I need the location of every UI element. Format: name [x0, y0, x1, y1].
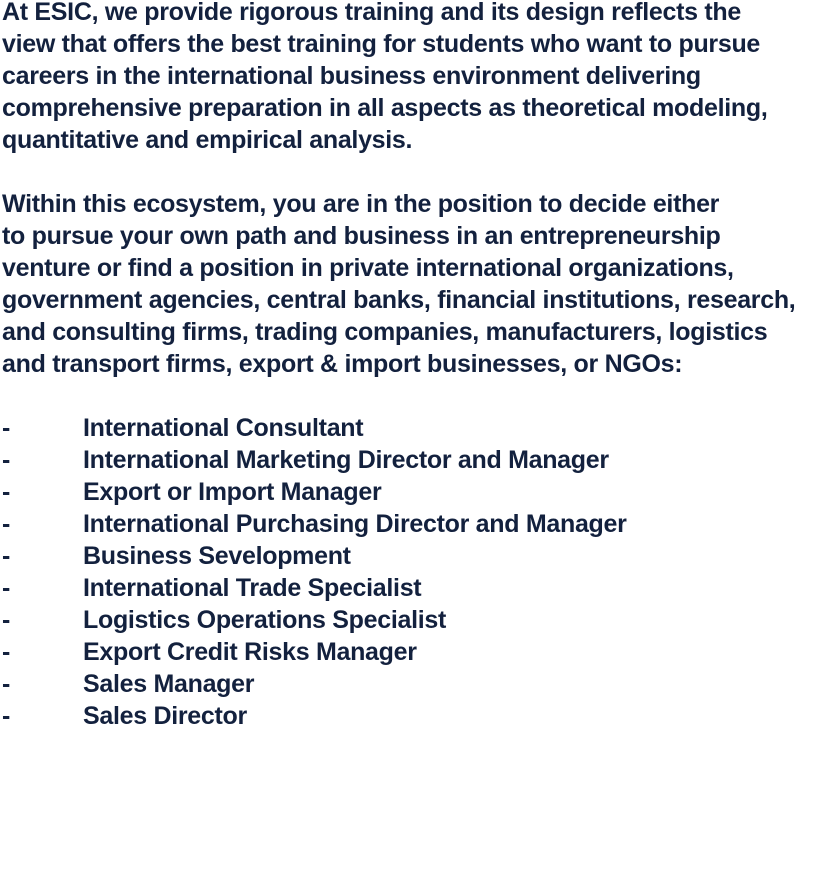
list-item-label: Logistics Operations Specialist	[83, 606, 447, 634]
list-item-label: Business Sevelopment	[83, 542, 351, 570]
list-bullet: -	[2, 670, 11, 698]
list-bullet: -	[2, 510, 11, 538]
list-item	[2, 636, 814, 668]
list-bullet: -	[2, 606, 11, 634]
paragraph-line: At ESIC, we provide rigorous training and its design reflects the	[2, 0, 741, 26]
paragraph-line: venture or find a position in private international organizations,	[2, 254, 734, 282]
list-item-label: International Purchasing Director and Manager	[83, 510, 627, 538]
list-item-label: Sales Director	[83, 702, 247, 730]
paragraph-line: to pursue your own path and business in an entrepreneurship	[2, 222, 721, 250]
list-bullet: -	[2, 638, 11, 666]
list-item	[2, 508, 814, 540]
list-bullet: -	[2, 702, 11, 730]
list-bullet: -	[2, 414, 11, 442]
list-item-label: International Trade Specialist	[83, 574, 422, 602]
list-item	[2, 668, 814, 700]
list-bullet: -	[2, 478, 11, 506]
paragraph-line: view that offers the best training for students who want to pursue	[2, 30, 761, 58]
list-item	[2, 604, 814, 636]
paragraph-line: quantitative and empirical analysis.	[2, 126, 413, 154]
paragraph-line: careers in the international business environment delivering	[2, 62, 701, 90]
ecosystem-paragraph	[2, 188, 814, 380]
paragraph-line: comprehensive preparation in all aspects as theoretical modeling,	[2, 94, 768, 122]
list-item	[2, 476, 814, 508]
list-item-label: International Consultant	[83, 414, 364, 442]
list-item-label: Export or Import Manager	[83, 478, 382, 506]
list-item-label: International Marketing Director and Manager	[83, 446, 609, 474]
intro-paragraph	[2, 0, 814, 156]
paragraph-line: and transport firms, export & import businesses, or NGOs:	[2, 350, 683, 378]
list-item	[2, 444, 814, 476]
list-item-label: Export Credit Risks Manager	[83, 638, 417, 666]
paragraph-line: and consulting firms, trading companies, manufacturers, logistics	[2, 318, 768, 346]
list-bullet: -	[2, 446, 11, 474]
paragraph-line: Within this ecosystem, you are in the position to decide either	[2, 190, 720, 218]
career-list	[2, 412, 814, 732]
list-item	[2, 700, 814, 732]
list-item	[2, 412, 814, 444]
list-item	[2, 540, 814, 572]
list-bullet: -	[2, 574, 11, 602]
list-item-label: Sales Manager	[83, 670, 255, 698]
text-content	[2, 0, 814, 732]
paragraph-line: government agencies, central banks, financial institutions, research,	[2, 286, 796, 314]
list-bullet: -	[2, 542, 11, 570]
list-item	[2, 572, 814, 604]
